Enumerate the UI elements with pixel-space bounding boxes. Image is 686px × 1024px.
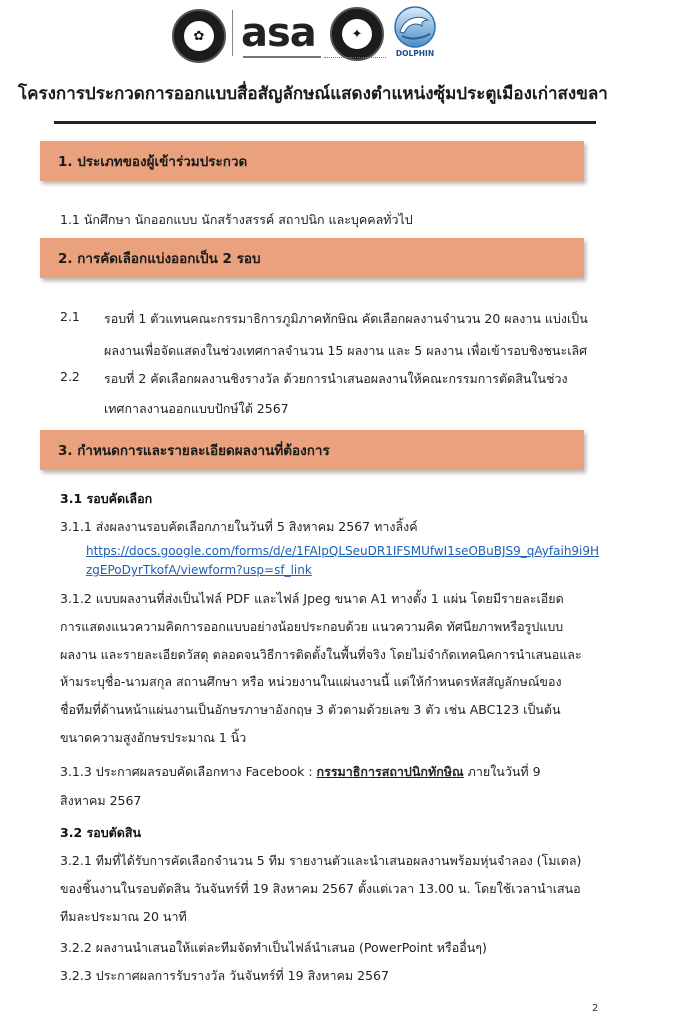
item-3-2-1-line-1: 3.2.1 ทีมที่ได้รับการคัดเลือกจำนวน 5 ทีม รายงานตัวและนำเสนอผลงานพร้อมหุ่นจำลอง (โมเดล) [60, 853, 582, 868]
committee-seal-logo [330, 7, 384, 61]
item-2-1-line-2: ผลงานเพื่อจัดแสดงในช่วงเทศกาลจำนวน 15 ผลงาน และ 5 ผลงาน เพื่อเข้ารอบชิงชนะเลิศ [104, 343, 588, 358]
logo-strip [0, 4, 686, 60]
page-title: โครงการประกวดการออกแบบสื่อสัญลักษณ์แสดงตำแหน่งซุ้มประตูเมืองเก่าสงขลา [18, 84, 608, 104]
logo-divider [232, 10, 233, 56]
item-3-2-3: 3.2.3 ประกาศผลการรับรางวัล วันจันทร์ที่ 19 สิงหาคม 2567 [60, 968, 389, 983]
item-1-1: 1.1 นักศึกษา นักออกแบบ นักสร้างสรรค์ สถาปนิก และบุคคลทั่วไป [60, 212, 413, 227]
seal-emblem-icon-2: ✦ [342, 19, 372, 49]
seal-emblem-icon: ✿ [184, 21, 214, 51]
subsection-3-2-title: 3.2 รอบตัดสิน [60, 825, 142, 840]
form-link-line-2[interactable]: zgEPoDyrTkofA/viewform?usp=sf_link [86, 563, 312, 577]
item-3-1-3-date: ภายในวันที่ 9 [463, 764, 541, 779]
dolphin-logo [388, 6, 442, 62]
item-2-1-number: 2.1 [60, 309, 80, 324]
item-2-1-line-1: รอบที่ 1 ตัวแทนคณะกรรมาธิการภูมิภาคทักษิณ คัดเลือกผลงานจำนวน 20 ผลงาน แบ่งเป็น [104, 311, 588, 326]
item-3-1-3-line-2: สิงหาคม 2567 [60, 793, 142, 808]
seal-caption-line [324, 57, 386, 62]
item-3-1-2-line-5: ชื่อทีมที่ด้านหน้าแผ่นงานเป็นอักษรภาษาอังกฤษ 3 ตัวตามด้วยเลข 3 ตัว เช่น ABC123 เป็นต้น [60, 702, 561, 717]
facebook-page-link[interactable]: กรรมาธิการสถาปนิกทักษิณ [316, 764, 464, 779]
item-3-2-1-line-3: ทีมละประมาณ 20 นาที [60, 909, 187, 924]
section-3-heading: 3. กำหนดการและรายละเอียดผลงานที่ต้องการ [40, 430, 584, 470]
title-divider [54, 121, 596, 124]
item-3-1-3-text: 3.1.3 ประกาศผลรอบคัดเลือกทาง Facebook : [60, 764, 317, 779]
item-3-2-2: 3.2.2 ผลงานนำเสนอให้แต่ละทีมจัดทำเป็นไฟล์นำเสนอ (PowerPoint หรืออื่นๆ) [60, 940, 487, 955]
subsection-3-1-title: 3.1 รอบคัดเลือก [60, 491, 153, 506]
item-2-2-line-2: เทศกาลงานออกแบบปักษ์ใต้ 2567 [104, 401, 289, 416]
item-2-2-line-1: รอบที่ 2 คัดเลือกผลงานชิงรางวัล ด้วยการนำเสนอผลงานให้คณะกรรมการตัดสินในช่วง [104, 371, 568, 386]
item-3-1-2-line-4: ห้ามระบุชื่อ-นามสกุล สถานศึกษา หรือ หน่วยงานในแผ่นงานนี้ แต่ให้กำหนดรหัสสัญลักษณ์ของ [60, 674, 562, 689]
item-3-1-2-line-2: การแสดงแนวความคิดการออกแบบอย่างน้อยประกอบด้วย แนวความคิด ทัศนียภาพหรือรูปแบบ [60, 619, 564, 634]
university-seal-logo [172, 9, 226, 63]
page-number: 2 [592, 1003, 599, 1014]
item-2-2-number: 2.2 [60, 369, 80, 384]
asa-logo-underline [243, 56, 321, 58]
item-3-1-1: 3.1.1 ส่งผลงานรอบคัดเลือกภายในวันที่ 5 สิงหาคม 2567 ทางลิ้งค์ [60, 519, 418, 534]
asa-logo: asa [241, 10, 316, 56]
item-3-1-2-line-1: 3.1.2 แบบผลงานที่ส่งเป็นไฟล์ PDF และไฟล์ Jpeg ขนาด A1 ทางตั้ง 1 แผ่น โดยมีรายละเอียด [60, 591, 564, 606]
item-3-1-2-line-6: ขนาดความสูงอักษรประมาณ 1 นิ้ว [60, 730, 247, 745]
item-3-1-2-line-3: ผลงาน และรายละเอียดวัสดุ ตลอดจนวิธีการติดตั้งในพื้นที่จริง โดยไม่จำกัดเทคนิคการนำเสนอและ [60, 647, 582, 662]
item-3-1-3-line-1 [60, 762, 541, 782]
item-3-2-1-line-2: ของชิ้นงานในรอบตัดสิน วันจันทร์ที่ 19 สิงหาคม 2567 ตั้งแต่เวลา 13.00 น. โดยใช้เวลานำเสนอ [60, 881, 581, 896]
dolphin-logo-text: DOLPHIN [395, 49, 435, 58]
section-2-heading: 2. การคัดเลือกแบ่งออกเป็น 2 รอบ [40, 238, 584, 278]
form-link-line-1[interactable]: https://docs.google.com/forms/d/e/1FAIpQLSeuDR1IFSMUfwI1seOBuBJS9_qAyfaih9i9H [86, 544, 600, 558]
section-1-heading: 1. ประเภทของผู้เข้าร่วมประกวด [40, 141, 584, 181]
